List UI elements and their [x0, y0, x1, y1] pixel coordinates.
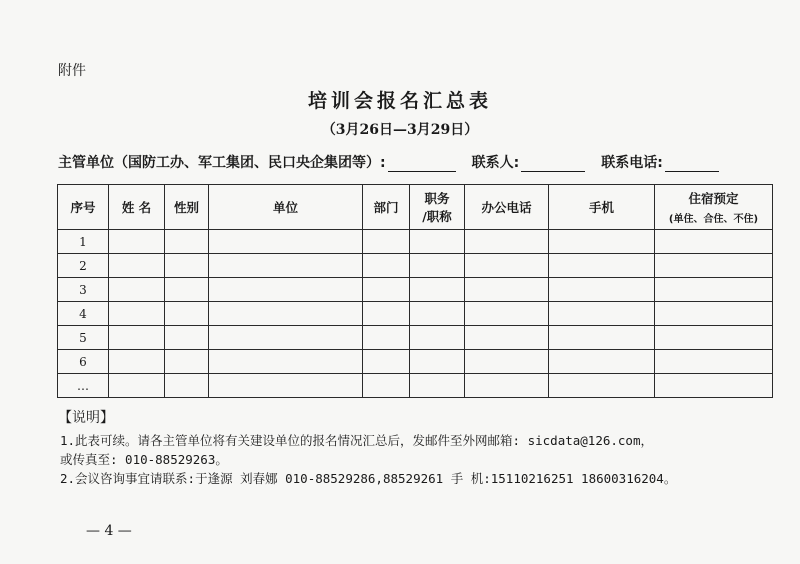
table-cell-blank[interactable] [209, 254, 363, 278]
table-cell-blank[interactable] [209, 230, 363, 254]
table-cell-blank[interactable] [363, 374, 410, 398]
form-subtitle-dates: （3月26日—3月29日） [321, 122, 479, 138]
table-row [58, 302, 773, 326]
table-cell-blank[interactable] [363, 350, 410, 374]
header-mobile: 手机 [549, 185, 655, 230]
note-line-1: 1.此表可续。请各主管单位将有关建设单位的报名情况汇总后，发邮件至外网邮箱: sicdata@126.com， [60, 433, 653, 448]
organization-info-line [58, 152, 758, 172]
table-cell-blank[interactable] [209, 302, 363, 326]
table-cell-blank[interactable] [109, 350, 165, 374]
table-cell-blank[interactable] [109, 302, 165, 326]
table-cell-blank[interactable] [410, 326, 465, 350]
header-lodging-options: (单住、合住、不住) [668, 214, 759, 225]
header-lodging [655, 185, 773, 230]
notes-block [60, 431, 676, 488]
attachment-label: 附件 [58, 63, 86, 79]
table-cell-blank[interactable] [165, 302, 209, 326]
table-row [58, 278, 773, 302]
notes-heading: 【说明】 [58, 410, 114, 426]
table-cell-blank[interactable] [209, 326, 363, 350]
note-line-2: 或传真至: 010-88529263。 [60, 452, 228, 467]
row-number: 4 [58, 302, 109, 326]
table-row [58, 326, 773, 350]
table-cell-blank[interactable] [363, 326, 410, 350]
table-cell-blank[interactable] [165, 326, 209, 350]
page-number: — 4 — [86, 523, 132, 539]
table-cell-blank[interactable] [109, 374, 165, 398]
table-cell-blank[interactable] [165, 374, 209, 398]
table-cell-blank[interactable] [410, 230, 465, 254]
table-cell-blank[interactable] [549, 350, 655, 374]
table-cell-blank[interactable] [655, 374, 773, 398]
phone-blank [665, 157, 719, 172]
table-cell-blank[interactable] [165, 278, 209, 302]
table-cell-blank[interactable] [410, 374, 465, 398]
table-cell-blank[interactable] [165, 350, 209, 374]
table-cell-blank[interactable] [549, 278, 655, 302]
header-name: 姓 名 [109, 185, 165, 230]
header-job-title [410, 185, 465, 230]
table-cell-blank[interactable] [549, 374, 655, 398]
table-cell-blank[interactable] [363, 254, 410, 278]
table-cell-blank[interactable] [410, 254, 465, 278]
table-cell-blank[interactable] [363, 278, 410, 302]
table-cell-blank[interactable] [363, 302, 410, 326]
table-cell-blank[interactable] [655, 278, 773, 302]
table-cell-blank[interactable] [465, 230, 549, 254]
table-cell-blank[interactable] [465, 374, 549, 398]
table-cell-blank[interactable] [363, 230, 410, 254]
org-blank [388, 157, 456, 172]
row-number: 6 [58, 350, 109, 374]
table-cell-blank[interactable] [465, 350, 549, 374]
table-cell-blank[interactable] [465, 278, 549, 302]
table-cell-blank[interactable] [165, 254, 209, 278]
header-seq: 序号 [58, 185, 109, 230]
row-number: 2 [58, 254, 109, 278]
table-cell-blank[interactable] [109, 254, 165, 278]
org-label: 主管单位（国防工办、军工集团、民口央企集团等）: [58, 155, 386, 171]
table-cell-blank[interactable] [209, 374, 363, 398]
table-row [58, 350, 773, 374]
table-row [58, 230, 773, 254]
table-cell-blank[interactable] [465, 254, 549, 278]
form-title: 培训会报名汇总表 [307, 90, 492, 112]
header-job-title-line2: /职称 [422, 209, 452, 224]
table-cell-blank[interactable] [209, 278, 363, 302]
row-number: … [58, 374, 109, 398]
table-cell-blank[interactable] [109, 230, 165, 254]
note-line-3: 2.会议咨询事宜请联系:于逢源 刘春娜 010-88529286,88529261 手 机:15110216251 18600316204。 [60, 471, 677, 486]
table-cell-blank[interactable] [549, 302, 655, 326]
table-cell-blank[interactable] [549, 230, 655, 254]
table-cell-blank[interactable] [655, 254, 773, 278]
table-cell-blank[interactable] [410, 350, 465, 374]
phone-label: 联系电话: [601, 155, 663, 171]
table-cell-blank[interactable] [109, 278, 165, 302]
table-row [58, 374, 773, 398]
table-header-row [58, 185, 773, 230]
table-cell-blank[interactable] [410, 278, 465, 302]
table-cell-blank[interactable] [465, 326, 549, 350]
header-lodging-label: 住宿预定 [688, 191, 739, 206]
header-job-title-line1: 职务 [424, 191, 450, 206]
row-number: 3 [58, 278, 109, 302]
table-cell-blank[interactable] [165, 230, 209, 254]
table-cell-blank[interactable] [655, 326, 773, 350]
registration-table [57, 184, 773, 398]
table-cell-blank[interactable] [109, 326, 165, 350]
table-cell-blank[interactable] [209, 350, 363, 374]
table-cell-blank[interactable] [549, 254, 655, 278]
table-cell-blank[interactable] [655, 230, 773, 254]
table-cell-blank[interactable] [410, 302, 465, 326]
row-number: 1 [58, 230, 109, 254]
header-unit: 单位 [209, 185, 363, 230]
contact-blank [521, 157, 585, 172]
table-cell-blank[interactable] [655, 302, 773, 326]
table-cell-blank[interactable] [655, 350, 773, 374]
header-dept: 部门 [363, 185, 410, 230]
table-row [58, 254, 773, 278]
header-office-phone: 办公电话 [465, 185, 549, 230]
header-gender: 性别 [165, 185, 209, 230]
contact-label: 联系人: [471, 155, 520, 171]
table-cell-blank[interactable] [549, 326, 655, 350]
table-cell-blank[interactable] [465, 302, 549, 326]
row-number: 5 [58, 326, 109, 350]
